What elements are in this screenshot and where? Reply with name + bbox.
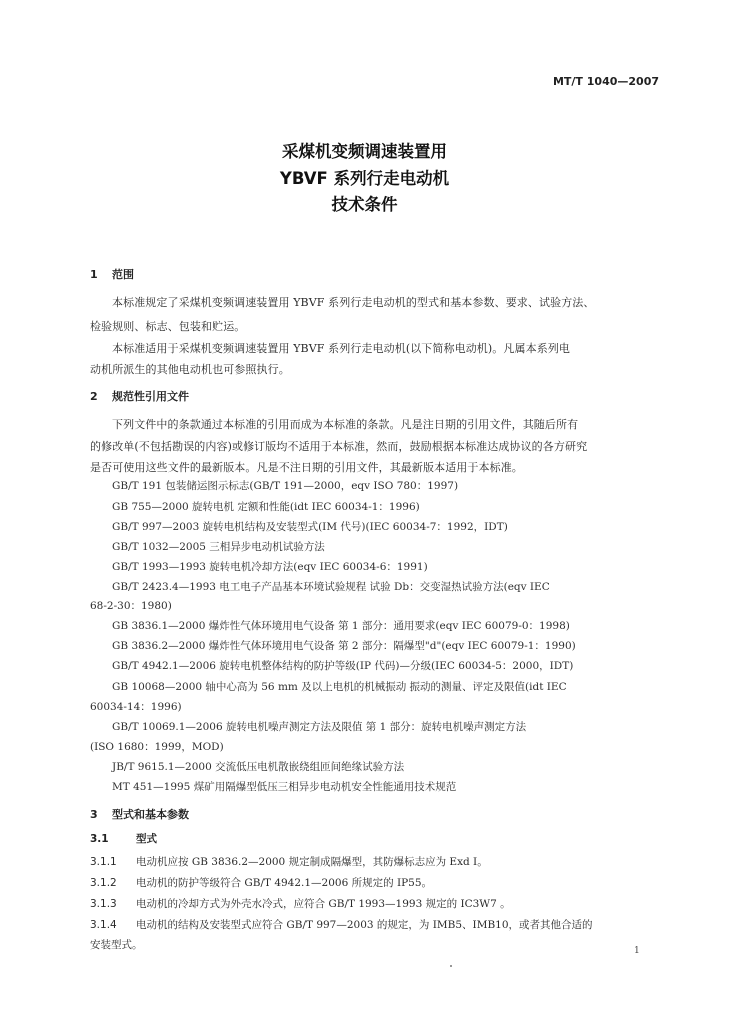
clause-text: 电动机的冷却方式为外壳水冷式，应符合 GB/T 1993—1993 规定的 IC3W7 。 (136, 898, 511, 910)
title-line-2: YBVF 系列行走电动机 (279, 169, 450, 188)
subsection-number: 3.1 (90, 833, 109, 845)
paragraph-line: 动机所派生的其他电动机也可参照执行。 (90, 363, 290, 376)
clause-text: 电动机的结构及安装型式应符合 GB/T 997—2003 的规定，为 IMB5、IMB10，或者其他合适的 (136, 919, 593, 931)
paragraph-line: 检验规则、标志、包装和贮运。 (90, 320, 246, 333)
paragraph-line: 本标准适用于采煤机变频调速装置用 YBVF 系列行走电动机(以下简称电动机)。凡属本系列电 (112, 342, 570, 355)
reference-item: GB/T 10069.1—2006 旋转电机噪声测定方法及限值 第 1 部分：旋转电机噪声测定方法 (112, 721, 527, 733)
clause-number: 3.1.3 (90, 898, 117, 910)
title-line-1: 采煤机变频调速装置用 (282, 142, 447, 161)
paragraph-line: 本标准规定了采煤机变频调速装置用 YBVF 系列行走电动机的型式和基本参数、要求、试验方法、 (112, 296, 595, 309)
section-number: 2 (90, 390, 98, 403)
section-title: 型式和基本参数 (112, 808, 189, 821)
reference-item: GB 3836.1—2000 爆炸性气体环境用电气设备 第 1 部分：通用要求(eqv IEC 60079-0：1998) (112, 620, 570, 632)
reference-item: GB/T 4942.1—2006 旋转电机整体结构的防护等级(IP 代码)—分级(IEC 60034-5：2000，IDT) (112, 660, 574, 672)
section-1-heading (90, 266, 134, 282)
clause-3-1-3 (90, 896, 511, 911)
clause-3-1-2 (90, 875, 432, 890)
scan-speck (450, 965, 452, 967)
subsection-3-1-heading (90, 831, 157, 846)
clause-text: 电动机的防护等级符合 GB/T 4942.1—2006 所规定的 IP55。 (136, 877, 433, 889)
subsection-title: 型式 (136, 833, 157, 845)
reference-item: JB/T 9615.1—2000 交流低压电机散嵌绕组匝间绝缘试验方法 (112, 761, 405, 773)
reference-item: GB 755—2000 旋转电机 定额和性能(idt IEC 60034-1：1996) (112, 501, 420, 513)
paragraph-line: 的修改单(不包括勘误的内容)或修订版均不适用于本标准，然而，鼓励根据本标准达成协议的各方研究 (90, 440, 588, 453)
clause-3-1-4 (90, 917, 593, 932)
page-number: 1 (634, 946, 640, 956)
clause-3-1-1 (90, 854, 488, 869)
clause-number: 3.1.2 (90, 877, 117, 889)
title-line-3: 技术条件 (331, 195, 398, 214)
reference-item: GB/T 2423.4—1993 电工电子产品基本环境试验规程 试验 Db：交变湿热试验方法(eqv IEC (112, 581, 550, 593)
reference-item: GB/T 191 包装储运图示标志(GB/T 191—2000，eqv ISO 780：1997) (112, 480, 459, 492)
reference-item: GB/T 997—2003 旋转电机结构及安装型式(IM 代号)(IEC 60034-7：1992，IDT) (112, 521, 508, 533)
section-number: 3 (90, 808, 98, 821)
reference-item: GB 3836.2—2000 爆炸性气体环境用电气设备 第 2 部分：隔爆型"d"(eqv IEC 60079-1：1990) (112, 640, 576, 652)
section-2-heading (90, 388, 189, 404)
section-number: 1 (90, 268, 98, 281)
reference-item: GB/T 1993—1993 旋转电机冷却方法(eqv IEC 60034-6：1991) (112, 561, 428, 573)
paragraph-line: 下列文件中的条款通过本标准的引用而成为本标准的条款。凡是注日期的引用文件，其随后所有 (112, 418, 579, 431)
standard-code: MT/T 1040—2007 (552, 75, 659, 88)
section-title: 规范性引用文件 (112, 390, 189, 403)
clause-number: 3.1.4 (90, 919, 117, 931)
clause-number: 3.1.1 (90, 856, 117, 868)
clause-continuation: 安装型式。 (90, 939, 143, 951)
reference-item: MT 451—1995 煤矿用隔爆型低压三相异步电动机安全性能通用技术规范 (112, 781, 457, 793)
section-3-heading (90, 806, 189, 822)
paragraph-line: 是否可使用这些文件的最新版本。凡是不注日期的引用文件，其最新版本适用于本标准。 (90, 461, 523, 474)
reference-item: GB 10068—2000 轴中心高为 56 mm 及以上电机的机械振动 振动的测量、评定及限值(idt IEC (112, 681, 567, 693)
reference-item-continued: 68-2-30：1980) (90, 600, 172, 612)
reference-item-continued: (ISO 1680：1999，MOD) (90, 741, 224, 753)
clause-text: 电动机应按 GB 3836.2—2000 规定制成隔爆型，其防爆标志应为 Exd Ⅰ。 (136, 856, 488, 868)
reference-item: GB/T 1032—2005 三相异步电动机试验方法 (112, 541, 325, 553)
section-title: 范围 (112, 268, 134, 281)
reference-item-continued: 60034-14：1996) (90, 701, 182, 713)
